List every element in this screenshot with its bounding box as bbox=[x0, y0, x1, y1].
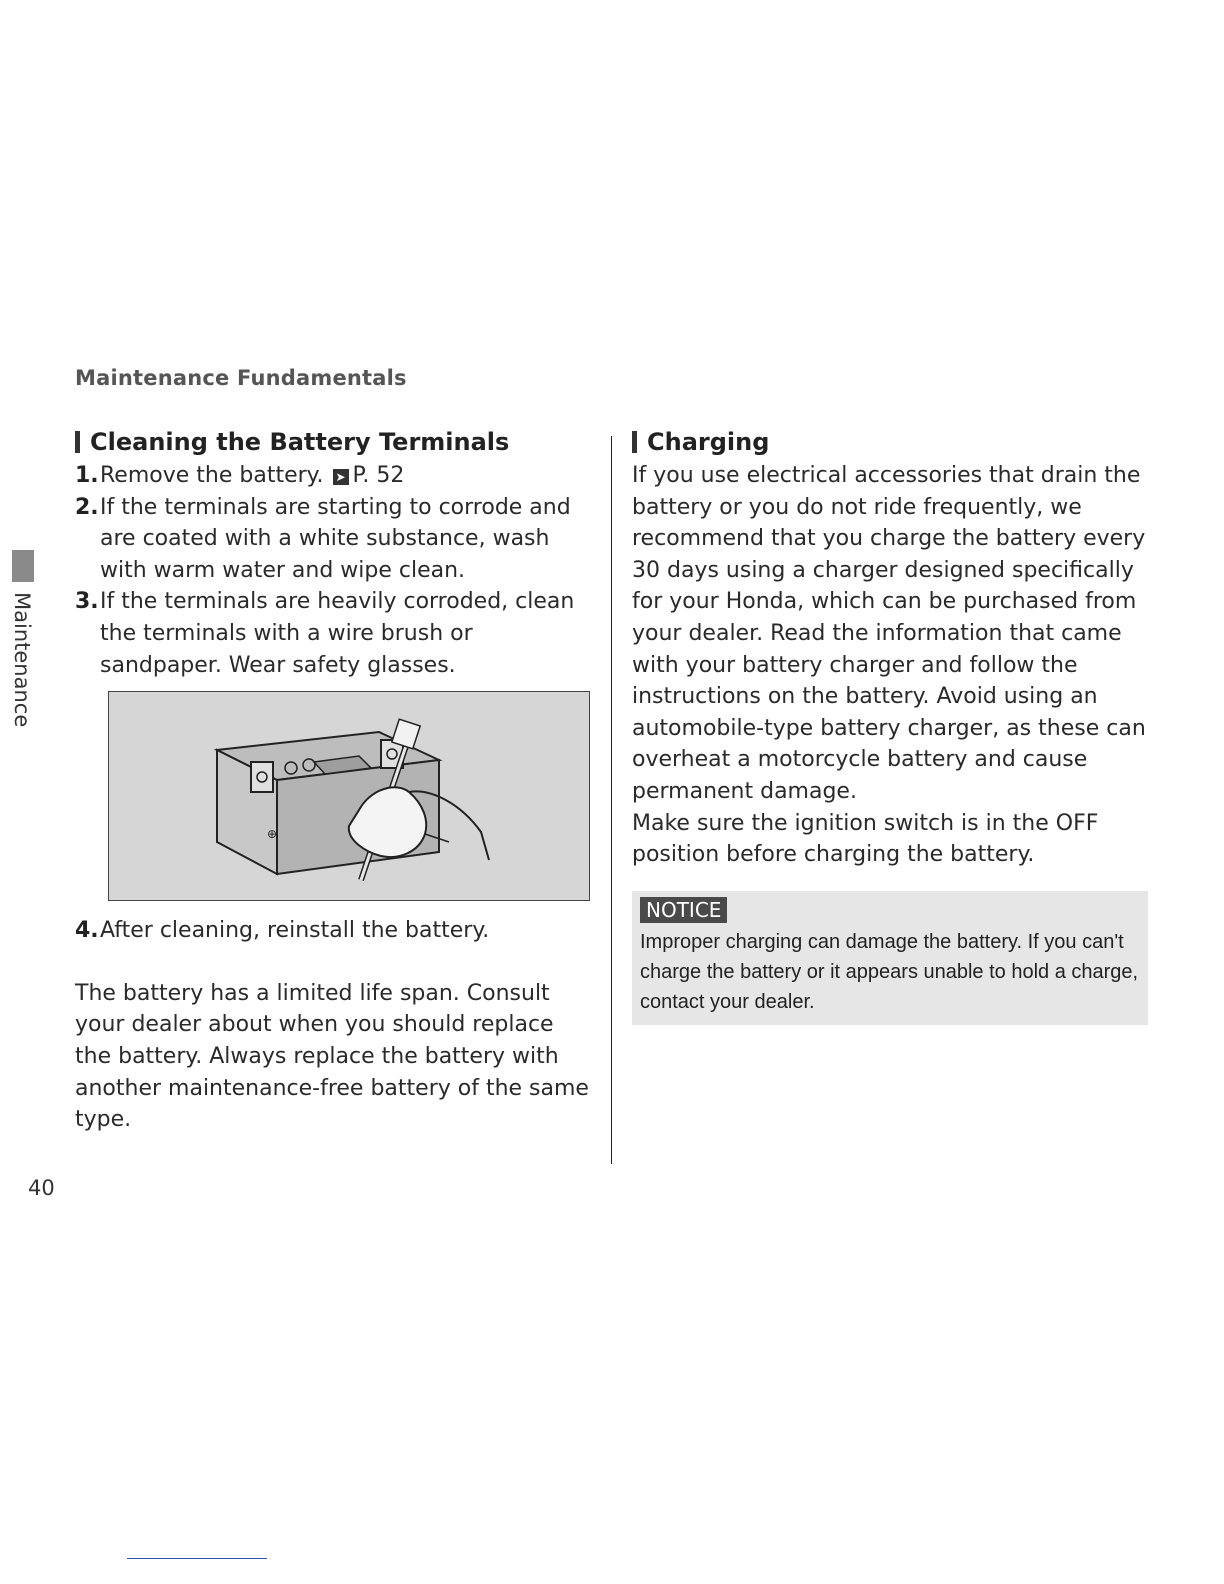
step-number: 4. bbox=[75, 918, 99, 944]
notice-badge: NOTICE bbox=[640, 897, 727, 923]
running-head: Maintenance Fundamentals bbox=[75, 366, 407, 390]
notice-text: Improper charging can damage the battery. If you can't charge the battery or it appears unable to hold a charge, contact your dealer. bbox=[640, 930, 1139, 1013]
step-3 bbox=[75, 586, 593, 681]
column-divider bbox=[611, 436, 612, 1164]
step-text: If the terminals are heavily corroded, clean the terminals with a wire brush or sandpaper. Wear safety glasses. bbox=[100, 589, 575, 678]
section-bar-icon bbox=[632, 431, 637, 453]
section-tab-label: Maintenance bbox=[10, 592, 34, 728]
section-title-text: Charging bbox=[647, 428, 770, 456]
section-title-cleaning bbox=[75, 428, 593, 456]
page-reference-link[interactable] bbox=[331, 463, 405, 488]
step-2 bbox=[75, 492, 593, 587]
section-title-text: Cleaning the Battery Terminals bbox=[90, 428, 510, 456]
step-text: After cleaning, reinstall the battery. bbox=[100, 918, 490, 944]
ignition-paragraph: Make sure the ignition switch is in the OFF position before charging the battery. bbox=[632, 810, 1099, 868]
step-1 bbox=[75, 460, 593, 492]
step-number: 1. bbox=[75, 463, 99, 488]
battery-lifespan-paragraph: The battery has a limited life span. Consult your dealer about when you should replace the battery. Always replace the battery with another maintenance-free battery of the same type. bbox=[75, 980, 589, 1133]
page-number: 40 bbox=[28, 1176, 55, 1200]
reference-arrow-icon: ➤ bbox=[333, 469, 349, 485]
section-title-charging bbox=[632, 428, 1152, 456]
charging-paragraph: If you use electrical accessories that drain the battery or you do not ride frequently, we recommend that you charge the battery every 30 days using a charger designed specifically for your Honda, which can be purchased from your dealer. Read the information that came with your battery charger and follow the instructions on the battery. Avoid using an automobile-type battery charger, as these can overheat a motorcycle battery and cause permanent damage. bbox=[632, 463, 1146, 804]
page-reference-text: P. 52 bbox=[352, 463, 405, 488]
step-number: 2. bbox=[75, 494, 99, 520]
section-bar-icon bbox=[75, 431, 80, 453]
section-tab-marker bbox=[12, 550, 34, 582]
step-4 bbox=[75, 915, 593, 947]
step-text: Remove the battery. bbox=[100, 463, 324, 488]
right-column bbox=[632, 428, 1152, 1025]
notice-box bbox=[632, 891, 1148, 1025]
battery-cleaning-figure bbox=[108, 691, 590, 901]
step-text: If the terminals are starting to corrode and are coated with a white substance, wash with warm water and wipe clean. bbox=[100, 494, 571, 583]
step-number: 3. bbox=[75, 589, 99, 615]
left-column bbox=[75, 428, 593, 1136]
svg-text:⊕: ⊕ bbox=[267, 827, 278, 842]
battery-terminal-brush-illustration bbox=[109, 692, 589, 900]
decorative-underline bbox=[127, 1558, 267, 1559]
